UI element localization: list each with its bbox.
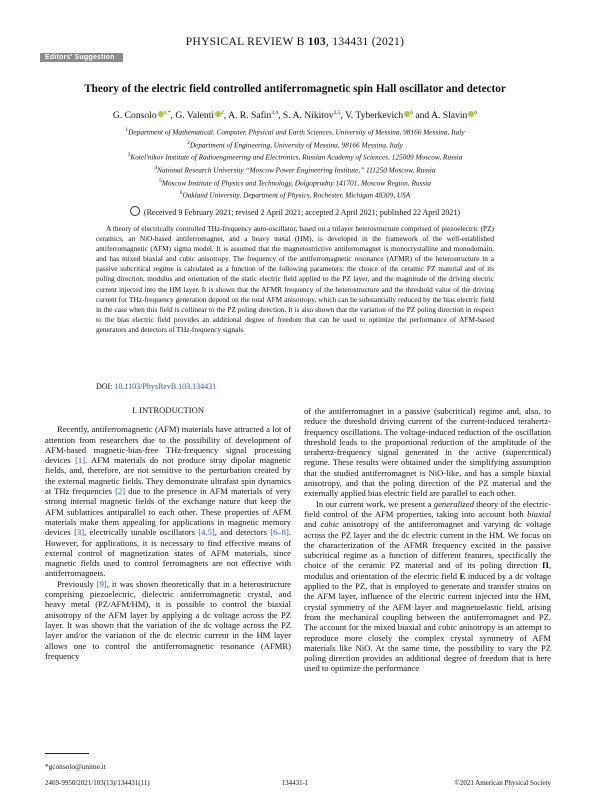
author[interactable]: G. Consolo $^{1,*}$ [112, 110, 171, 122]
affiliation: $^5$Moscow Institute of Physics and Technology, Dolgoprudny 141701, Moscow Region, Russia [159, 177, 431, 187]
citation-link[interactable]: [4,5] [198, 527, 215, 538]
journal-name: PHYSICAL REVIEW B [185, 36, 305, 48]
journal-citation: , 134431 (2021) [325, 36, 405, 48]
author-list: G. Consolo $^{1,*}$, G. Valenti $^2$, A. R. Safin$^{3,4}$, S. A. Nikitov$^{3,5}$, V. Tyberkevich $^6$ and A. Slavin $^6$ [112, 110, 478, 122]
paper-title: Theory of the electric field controlled antiferromagnetic spin Hall oscillator and detector [84, 83, 506, 95]
right-column [304, 406, 551, 674]
left-column [45, 405, 291, 661]
paragraph: Previously [9], it was shown theoretically that in a heterostructure comprising piezoelectric, dielectric antiferromagnetic crystal, and heavy metal (PZ/AFM/HM), it is possible to control the biaxial anisotropy of the AFM layer by applying a dc voltage across the PZ layer. It was shown that the variation of the dc voltage across the PZ layer and/or the variation of the dc electric current in the HM layer allows one to control the antiferromagnetic resonance (AFMR) frequency [45, 578, 291, 661]
affiliation: $^3$Kotel'nikov Institute of Radioengineering and Electronics, Russian Academy of Sciences, 125009 Moscow, Russia [127, 152, 463, 162]
abstract [96, 224, 494, 335]
paragraph: In our current work, we present a generalized theory of the electric-field control of the AFM properties, taking into account both biaxial and cubic anisotropy of the antiferromagnet and varying dc voltage across the PZ layer and the dc electric current in the HM. We focus on the characterization of the AFMR frequency excited in the passive subcritical regime as a function of different features, specifically the choice of the ceramic PZ material and of its poling direction Π, modulus and orientation of the electric field E induced by a dc voltage applied to the PZ, that is employed to generate and transfer strains on the AFM layer, influence of the electric current injected into the HM, crystal symmetry of the AFM layer and magnetoelastic field, arising from the mechanical coupling between the antiferromagnet and PZ. The account for the mixed biaxial and cubic anisotropy is an attempt to reproduce more closely the complex crystal symmetry of AFM materials like NiO. At the same time, the possibility to vary the PZ poling direction provides an additional degree of freedom that is here used to optimize the performance [304, 498, 552, 674]
author[interactable]: A. Slavin $^6$ [431, 110, 478, 122]
author[interactable]: G. Valenti $^2$ [175, 110, 224, 122]
footnote-divider [45, 753, 89, 754]
paragraph: Recently, antiferromagnetic (AFM) materials have attracted a lot of attention from researchers due to the possibility of development of AFM-based magnetic-bias-free THz-frequency signal processing devices [1]. AFM materials do not produce stray dipolar magnetic fields, and, therefore, are not sensitive to the perturbation created by the external magnetic fields. They demonstrate ultrafast spin dynamics at THz frequencies [2] due to the presence in AFM materials of very strong internal magnetic fields of the exchange nature that keep the AFM sublattices antiparallel to each other. These properties of AFM materials make them appealing for applications in magnetic memory devices [3], electrically tunable oscillators [4,5], and detectors [6–8]. However, for applications, it is necessary to find effective means of external control of magnetization states of AFM materials, since magnetic fields used to control ferromagnets are not effective with antiferromagnets. [45, 424, 291, 579]
citation-link[interactable]: [6–8] [270, 527, 289, 538]
affiliation: $^6$Oakland University, Department of Physics, Rochester, Michigan 48309, USA [179, 190, 411, 200]
citation-link[interactable]: [1] [75, 455, 86, 466]
affiliation: $^1$Department of Mathematical, Computer, Physical and Earth Sciences, University of Messina, 98166 Messina, Italy [125, 127, 465, 137]
doi-line: DOI: 10.1103/PhysRevB.103.134431 [96, 382, 217, 391]
author[interactable]: S. A. Nikitov$^{3,5}$ [282, 110, 341, 122]
footer-page-number: 134431-1 [281, 779, 309, 787]
author[interactable]: V. Tyberkevich $^6$ [345, 110, 413, 122]
corresponding-author-footnote: *gconsolo@unime.it [45, 762, 106, 771]
affiliation: $^4$National Research University “Moscow Power Engineering Institute,” 111250 Moscow, Russia [154, 164, 436, 175]
footer-copyright: ©2021 American Physical Society [454, 779, 551, 787]
doi-link[interactable]: 10.1103/PhysRevB.103.134431 [114, 382, 217, 391]
affiliations [30, 125, 560, 201]
editors-suggestion-badge: Editors' Suggestion [40, 53, 123, 62]
author[interactable]: A. R. Safin$^{3,4}$ [228, 110, 279, 122]
publication-dates: (Received 9 February 2021; revised 2 April 2021; accepted 2 April 2021; published 22 April 2021) [0, 206, 590, 217]
creative-commons-icon [130, 206, 140, 216]
footer-issn: 2469-9950/2021/103(13)/134431(11) [45, 779, 150, 787]
section-heading: I. INTRODUCTION [131, 405, 205, 415]
journal-volume: 103 [307, 36, 326, 48]
citation-link[interactable]: [2] [115, 486, 126, 497]
citation-link[interactable]: [3] [74, 527, 85, 538]
affiliation: $^2$Department of Engineering, University of Messina, 98166 Messina, Italy [187, 139, 403, 150]
paragraph: of the antiferromagnet in a passive (subcritical) regime and, also, to reduce the threshold driving current of the current-induced terahertz-frequency oscillations. The voltage-induced reduction of the oscillation threshold leads to the proportional reduction of the amplitude of the terahertz-frequency signal generated in the active (supercritical) regime. These results were obtained under the simplifying assumption that the studied antiferromagnet is NiO-like, and has a simple biaxial anisotropy, and that the poling direction of the PZ material and the externally applied bias electric field are parallel to each other. [304, 406, 551, 499]
abstract-text: A theory of electrically controlled THz-frequency auto-oscillator, based on a trilayer heterostructure comprised of piezoelectric (PZ) ceramics, an NiO-based antiferromagnet, and a heavy metal (HM), is developed in the framework of the well-established antiferromagnetic (AFM) sigma model. It is assumed that the magnetostrictive antiferromagnet is monocrystalline and monodomain, and has mixed biaxial and cubic anisotropy. The frequency of the antiferromagnetic resonance (AFMR) of the heterostructure in a passive subcritical regime is calculated as a function of the following parameters: the choice of the ceramic PZ material and of its poling direction, modulus and orientation of the static electric field applied to the PZ layer, and the magnitude of the driving electric current injected into the HM layer. It is shown that the AFMR frequency of the heterostructure and the threshold value of the driving current for THz-frequency generation depend on the total AFM anisotropy, which can be substantially reduced by the bias electric field in the case when this field is collinear to the PZ poling direction. It is also shown that the variation of the PZ poling direction in respect to the bias electric field provides an additional degree of freedom that can be used to optimize the performance of AFM-based generators and detectors of THz-frequency signals. [96, 224, 494, 334]
journal-header [0, 36, 590, 48]
citation-link[interactable]: [9] [96, 578, 107, 589]
